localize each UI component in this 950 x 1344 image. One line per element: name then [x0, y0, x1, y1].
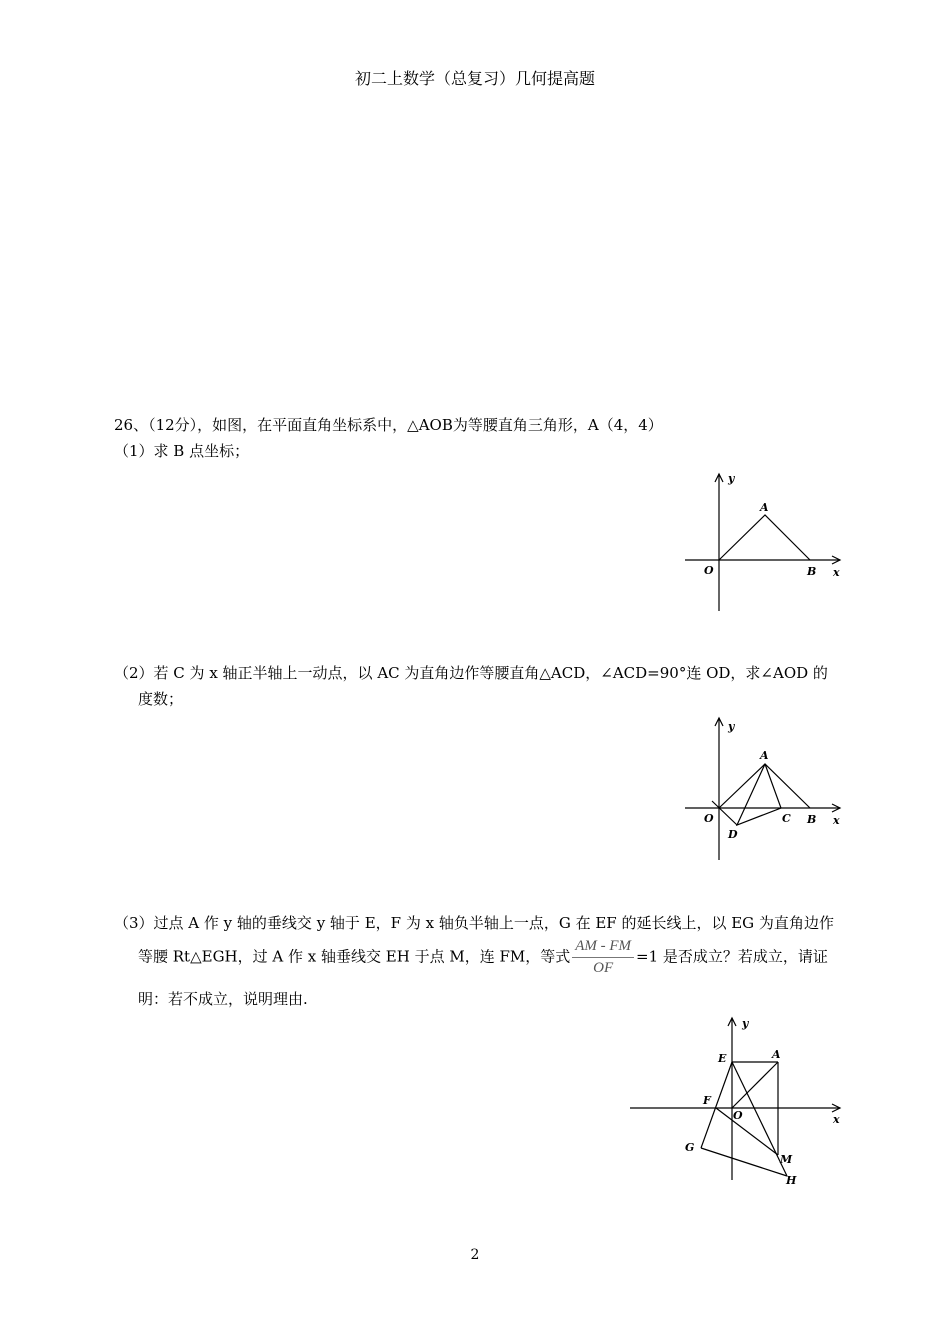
figure-1-triangle-aob	[719, 515, 810, 560]
figure-1-label-y: y	[728, 472, 735, 485]
figure-3-coordinate-construction	[625, 1012, 850, 1192]
part-3-text-after-fraction: =1 是否成立？若成立，请证	[636, 947, 828, 966]
figure-2-triangle-aob	[719, 764, 810, 808]
figure-3-label-a: A	[772, 1048, 781, 1061]
figure-2-line-od	[712, 801, 737, 825]
figure-3-label-h: H	[786, 1174, 797, 1187]
problem-26-part-3-line-3: 明：若不成立，说明理由.	[138, 990, 308, 1008]
problem-26-part-3-line-1: （3）过点 A 作 y 轴的垂线交 y 轴于 E，F 为 x 轴负半轴上一点，G 在 EF 的延长线上，以 EG 为直角边作	[114, 914, 834, 932]
figure-1-label-a: A	[760, 501, 769, 514]
page-number: 2	[470, 1247, 480, 1263]
figure-3-label-o: O	[733, 1109, 743, 1122]
problem-26-part-1: （1）求 B 点坐标；	[114, 442, 250, 460]
figure-3-label-e: E	[718, 1052, 727, 1065]
figure-2-label-d: D	[728, 828, 738, 841]
figure-2-label-y: y	[728, 720, 735, 733]
figure-2-label-c: C	[782, 812, 791, 825]
fraction-numerator: AM - FM	[572, 938, 634, 958]
part-3-text-before-fraction: 等腰 Rt△EGH，过 A 作 x 轴垂线交 EH 于点 M，连 FM，等式	[138, 947, 571, 966]
page-header-title: 初二上数学（总复习）几何提高题	[354, 69, 595, 88]
figure-3-label-f: F	[703, 1094, 711, 1107]
equation-fraction	[572, 938, 634, 977]
figure-1-coordinate-triangle	[680, 468, 850, 616]
figure-2-label-b: B	[807, 813, 817, 826]
figure-3-label-y: y	[742, 1017, 749, 1030]
problem-26-part-3-line-2	[138, 938, 828, 977]
figure-1-label-b: B	[807, 565, 817, 578]
problem-26-intro: 26、（12分），如图，在平面直角坐标系中，△AOB为等腰直角三角形，A（4，4）	[114, 416, 663, 434]
problem-26-part-2-line-1: （2）若 C 为 x 轴正半轴上一动点，以 AC 为直角边作等腰直角△ACD，∠ACD=90°连 OD，求∠AOD 的	[114, 664, 828, 682]
figure-2-label-x: x	[833, 814, 840, 827]
figure-1-label-o: O	[704, 564, 714, 577]
figure-2-label-a: A	[760, 749, 769, 762]
figure-1-label-x: x	[833, 566, 840, 579]
figure-3-line-ao	[732, 1062, 778, 1108]
problem-26-part-2-line-2: 度数；	[138, 690, 184, 708]
figure-3-label-g: G	[685, 1141, 695, 1154]
figure-3-label-x: x	[833, 1113, 840, 1126]
figure-2-label-o: O	[704, 812, 714, 825]
figure-3-line-fm	[716, 1108, 778, 1155]
figure-3-label-m: M	[780, 1153, 793, 1166]
fraction-denominator: OF	[593, 960, 614, 976]
figure-2-coordinate-triangles	[680, 712, 850, 864]
